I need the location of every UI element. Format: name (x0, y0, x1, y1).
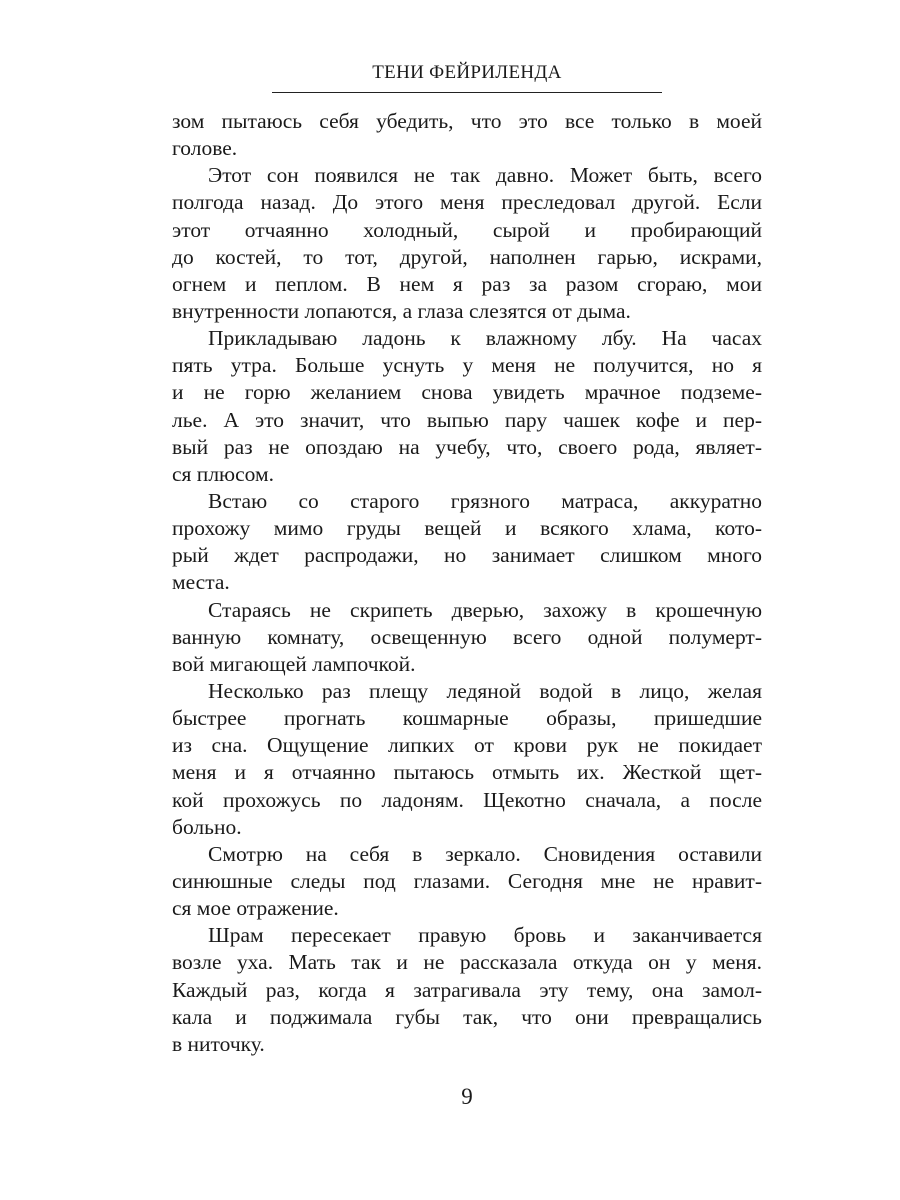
text-line: ся мое отражение. (172, 896, 339, 921)
paragraph (172, 597, 762, 678)
text-line: огнем и пеплом. В нем я раз за разом сгораю, мои (172, 271, 762, 296)
paragraph (172, 325, 762, 488)
page-number: 9 (461, 1084, 473, 1109)
text-line: больно. (172, 814, 242, 839)
text-line: Смотрю на себя в зеркало. Сновидения оставили (208, 841, 762, 866)
paragraph (172, 108, 762, 162)
paragraph (172, 488, 762, 597)
text-line: Несколько раз плещу ледяной водой в лицо, желая (208, 678, 762, 703)
header-rule (272, 92, 662, 93)
running-head: ТЕНИ ФЕЙРИЛЕНДА (372, 62, 562, 83)
paragraph (172, 841, 762, 922)
text-line: внутренности лопаются, а глаза слезятся от дыма. (172, 298, 631, 323)
text-line: кой прохожусь по ладоням. Щекотно сначала, а после (172, 787, 762, 812)
text-line: меня и я отчаянно пытаюсь отмыть их. Жесткой щет- (172, 760, 762, 785)
body-text (172, 108, 762, 1058)
text-line: Прикладываю ладонь к влажному лбу. На часах (208, 326, 762, 351)
text-line: вый раз не опоздаю на учебу, что, своего рода, являет- (172, 434, 762, 459)
text-line: лье. А это значит, что выпью пару чашек кофе и пер- (172, 407, 762, 432)
text-line: Этот сон появился не так давно. Может быть, всего (208, 163, 762, 188)
text-line: Шрам пересекает правую бровь и заканчивается (208, 923, 762, 948)
text-line: пять утра. Больше уснуть у меня не получится, но я (172, 353, 762, 378)
text-line: Каждый раз, когда я затрагивала эту тему, она замол- (172, 977, 762, 1002)
text-line: Стараясь не скрипеть дверью, захожу в крошечную (208, 597, 762, 622)
text-line: прохожу мимо груды вещей и всякого хлама, кото- (172, 516, 762, 541)
text-line: и не горю желанием снова увидеть мрачное подземе- (172, 380, 762, 405)
text-line: полгода назад. До этого меня преследовал другой. Если (172, 190, 762, 215)
paragraph (172, 922, 762, 1058)
text-line: синюшные следы под глазами. Сегодня мне не нравит- (172, 868, 762, 893)
text-line: кала и поджимала губы так, что они превращались (172, 1004, 762, 1029)
paragraph (172, 162, 762, 325)
text-line: места. (172, 570, 230, 595)
text-line: вой мигающей лампочкой. (172, 651, 416, 676)
text-line: Встаю со старого грязного матраса, аккуратно (208, 488, 762, 513)
text-line: ванную комнату, освещенную всего одной полумерт- (172, 624, 762, 649)
text-line: рый ждет распродажи, но занимает слишком много (172, 543, 762, 568)
text-line: в ниточку. (172, 1031, 265, 1056)
text-line: быстрее прогнать кошмарные образы, пришедшие (172, 706, 762, 731)
text-line: ся плюсом. (172, 461, 274, 486)
text-line: до костей, то тот, другой, наполнен гарью, искрами, (172, 244, 762, 269)
text-line: возле уха. Мать так и не рассказала откуда он у меня. (172, 950, 762, 975)
text-line: голове. (172, 136, 238, 161)
text-line: из сна. Ощущение липких от крови рук не покидает (172, 733, 762, 758)
paragraph (172, 678, 762, 841)
text-line: зом пытаюсь себя убедить, что это все только в моей (172, 109, 762, 133)
text-line: этот отчаянно холодный, сырой и пробирающий (172, 217, 762, 242)
